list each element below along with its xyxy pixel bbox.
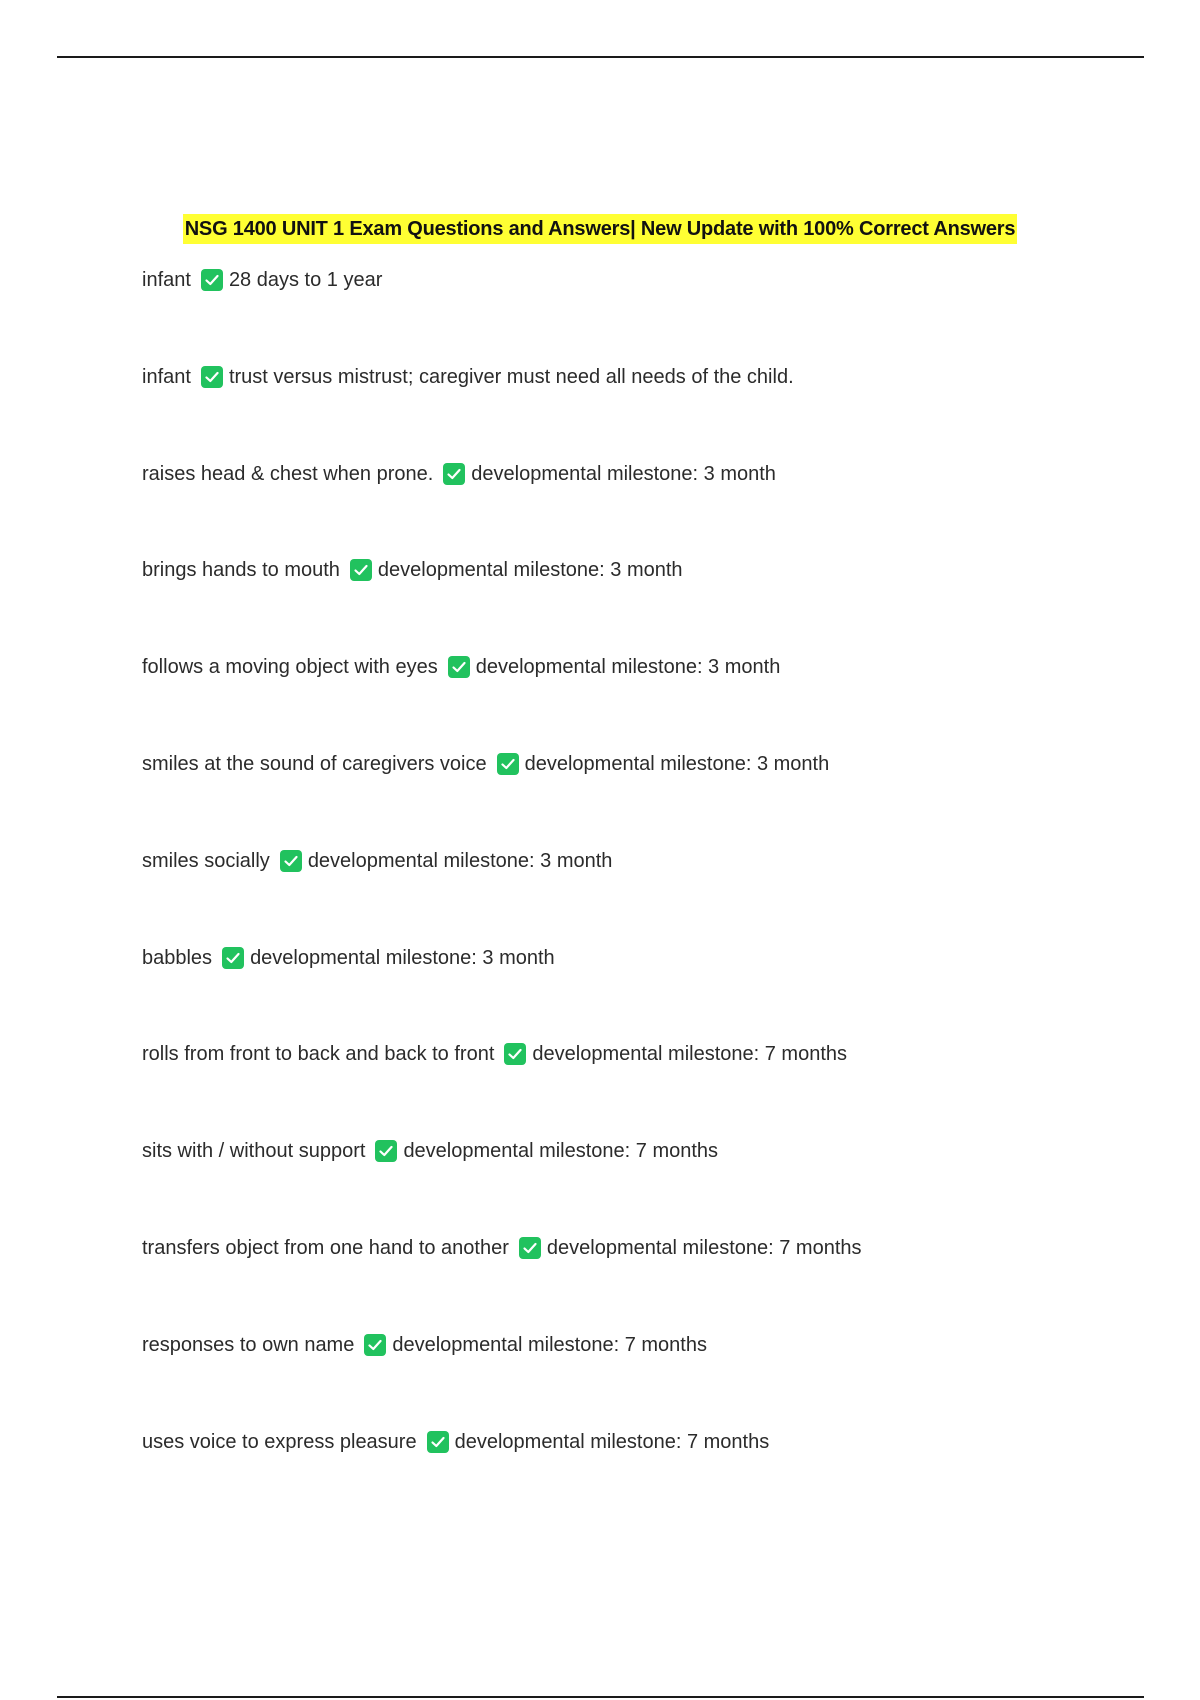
checkmark-box-icon [222,947,244,969]
answer-text: developmental milestone: 7 months [403,1140,719,1163]
question-text: infant [142,365,191,388]
qa-item [142,1135,1142,1232]
answer-text: developmental milestone: 3 month [524,752,830,775]
checkmark-box-icon [350,559,372,581]
checkmark-box-icon [201,366,223,388]
qa-item [142,845,1142,942]
answer-text: developmental milestone: 3 month [475,656,781,679]
answer-text: developmental milestone: 7 months [392,1333,707,1356]
document-title: NSG 1400 UNIT 1 Exam Questions and Answers| New Update with 100% Correct Answers [183,214,1018,244]
checkmark-box-icon [201,269,223,291]
qa-item [142,1329,1142,1426]
answer-text: developmental milestone: 3 month [307,849,613,872]
question-text: babbles [142,946,213,969]
answer-text: 28 days to 1 year [228,269,383,291]
answer-text: developmental milestone: 3 month [377,559,683,582]
question-text: smiles at the sound of caregivers voice [142,752,487,775]
answer-text: developmental milestone: 7 months [546,1236,862,1259]
question-text: uses voice to express pleasure [142,1430,417,1453]
qa-list [142,264,1142,1522]
qa-item [142,554,1142,651]
qa-item [142,1232,1142,1329]
checkmark-box-icon [504,1043,526,1065]
qa-item [142,651,1142,748]
qa-item [142,1038,1142,1135]
question-text: rolls from front to back and back to front [142,1043,495,1066]
qa-item [142,264,1142,361]
checkmark-box-icon [448,656,470,678]
qa-item [142,458,1142,555]
question-text: transfers object from one hand to another [142,1236,509,1259]
question-text: smiles socially [142,849,270,872]
answer-text: developmental milestone: 7 months [454,1430,770,1453]
qa-item [142,1426,1142,1523]
question-text: brings hands to mouth [142,559,340,582]
question-text: responses to own name [142,1333,355,1356]
checkmark-box-icon [280,850,302,872]
checkmark-box-icon [519,1237,541,1259]
answer-text: developmental milestone: 3 month [250,946,555,969]
qa-item [142,748,1142,845]
answer-text: developmental milestone: 7 months [532,1043,848,1066]
footer-rule [57,1696,1144,1698]
header-rule [57,56,1144,58]
question-text: follows a moving object with eyes [142,656,438,679]
title-container [0,214,1200,244]
qa-item [142,361,1142,458]
qa-item [142,942,1142,1039]
checkmark-box-icon [497,753,519,775]
checkmark-box-icon [364,1334,386,1356]
question-text: infant [142,269,191,291]
answer-text: developmental milestone: 3 month [471,462,776,485]
answer-text: trust versus mistrust; caregiver must need all needs of the child. [228,365,794,388]
question-text: raises head & chest when prone. [142,462,434,485]
question-text: sits with / without support [142,1140,366,1163]
checkmark-box-icon [443,463,465,485]
checkmark-box-icon [427,1431,449,1453]
checkmark-box-icon [375,1140,397,1162]
